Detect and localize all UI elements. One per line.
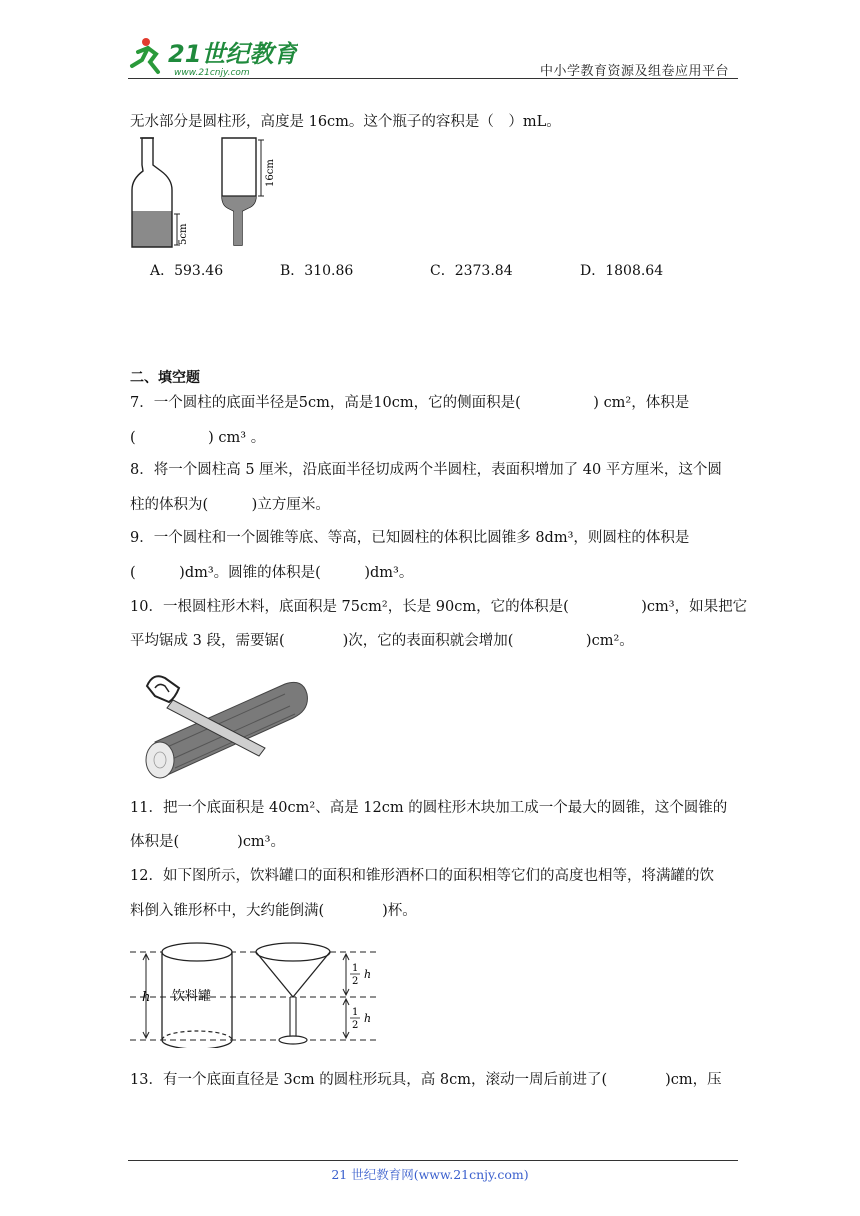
svg-text:饮料罐: 饮料罐 bbox=[172, 989, 212, 1004]
choice-b[interactable]: B．310.86 bbox=[280, 263, 354, 279]
half-h-upper bbox=[343, 954, 371, 995]
bottle-figure bbox=[125, 135, 285, 259]
section-title: 二、填空题 bbox=[130, 370, 200, 386]
q8-line2: 柱的体积为( )立方厘米。 bbox=[130, 497, 330, 513]
q13-line1: 13．有一个底面直径是 3cm 的圆柱形玩具，高 8cm，滚动一周后前进了( )cm，压 bbox=[130, 1072, 722, 1088]
can-cup-diagram bbox=[128, 938, 388, 1052]
svg-text:5cm: 5cm bbox=[178, 223, 189, 245]
svg-text:2: 2 bbox=[352, 976, 359, 987]
inverted-bottle bbox=[222, 138, 256, 245]
header-divider bbox=[128, 78, 738, 79]
q7-line1: 7．一个圆柱的底面半径是5cm，高是10cm，它的侧面积是( ) cm²，体积是 bbox=[130, 395, 690, 411]
svg-text:1: 1 bbox=[352, 963, 359, 974]
log-saw-image bbox=[135, 664, 315, 788]
platform-title: 中小学教育资源及组卷应用平台 bbox=[540, 64, 730, 79]
q9-line2: ( )dm³。圆锥的体积是( )dm³。 bbox=[130, 565, 414, 581]
q7-line2: ( ) cm³ 。 bbox=[130, 430, 266, 446]
runner-icon bbox=[132, 38, 158, 72]
svg-text:h: h bbox=[142, 990, 151, 1005]
choice-d[interactable]: D．1808.64 bbox=[580, 263, 664, 279]
q10-line1: 10．一根圆柱形木料，底面积是 75cm²，长是 90cm，它的体积是( )cm³，如果把它 bbox=[130, 599, 748, 615]
q9-line1: 9．一个圆柱和一个圆锥等底、等高，已知圆柱的体积比圆锥多 8dm³，则圆柱的体积是 bbox=[130, 530, 690, 546]
upright-bottle bbox=[132, 138, 172, 247]
svg-text:h: h bbox=[364, 1012, 372, 1025]
cone-cup bbox=[256, 943, 330, 1044]
choice-a[interactable]: A．593.46 bbox=[150, 263, 224, 279]
q10-line2: 平均锯成 3 段，需要锯( )次，它的表面积就会增加( )cm²。 bbox=[130, 633, 634, 649]
h-dimension bbox=[142, 954, 150, 1038]
q11-line2: 体积是( )cm³。 bbox=[130, 834, 285, 850]
svg-text:www.21cnjy.com: www.21cnjy.com bbox=[174, 68, 250, 78]
q8-line1: 8．将一个圆柱高 5 厘米，沿底面半径切成两个半圆柱，表面积增加了 40 平方厘米，这个圆 bbox=[130, 462, 722, 478]
q12-line2: 料倒入锥形杯中，大约能倒满( )杯。 bbox=[130, 903, 417, 919]
q12-line1: 12．如下图所示，饮料罐口的面积和锥形酒杯口的面积相等它们的高度也相等，将满罐的饮 bbox=[130, 868, 714, 884]
svg-text:21世纪教育: 21世纪教育 bbox=[168, 40, 298, 68]
svg-text:1: 1 bbox=[352, 1007, 359, 1018]
drink-can bbox=[162, 943, 232, 1048]
footer-divider bbox=[128, 1160, 738, 1161]
svg-text:h: h bbox=[364, 968, 372, 981]
q6-text: 无水部分是圆柱形，高度是 16cm。这个瓶子的容积是（ ）mL。 bbox=[130, 114, 561, 130]
choice-c[interactable]: C．2373.84 bbox=[430, 263, 513, 279]
footer-text[interactable]: 21 世纪教育网(www.21cnjy.com) bbox=[331, 1167, 529, 1182]
svg-text:16cm: 16cm bbox=[265, 159, 276, 187]
svg-text:2: 2 bbox=[352, 1020, 359, 1031]
site-logo bbox=[128, 32, 298, 80]
half-h-lower bbox=[343, 999, 371, 1038]
16cm-dimension bbox=[258, 140, 276, 196]
5cm-dimension bbox=[174, 214, 189, 245]
q11-line1: 11．把一个底面积是 40cm²、高是 12cm 的圆柱形木块加工成一个最大的圆锥，这个圆锥的 bbox=[130, 800, 728, 816]
